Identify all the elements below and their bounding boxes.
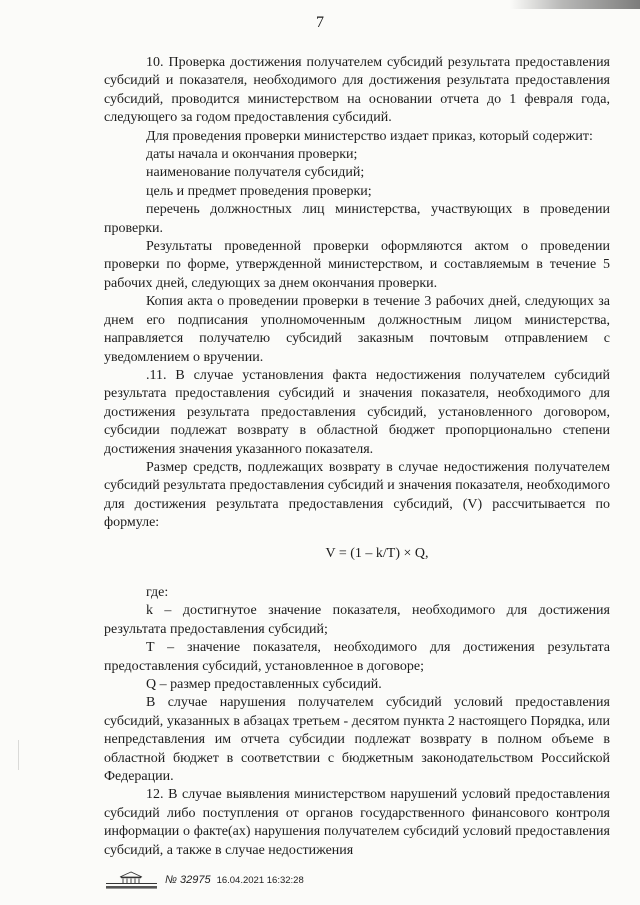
page-number: 7: [316, 14, 324, 31]
paragraph: Копия акта о проведении проверки в течение 3 рабочих дней, следующих за днем его подписания уполномоченным должностным лицом министерства, направляется получателю субсидий заказным почтовым отправлением с уведомлением о вручении.: [104, 294, 610, 365]
paragraph: 12. В случае выявления министерством нарушений условий предоставления субсидий либо поступления от органов государственного финансового контроля информации о факте(ах) нарушения получателем субсидий условий предоставления субсидий, а также в случае недостижения: [104, 787, 610, 858]
definition: Q – размер предоставленных субсидий.: [146, 677, 382, 692]
document-body: [104, 54, 610, 860]
definition: k – достигнутое значение показателя, необходимого для достижения результата предоставления субсидий;: [104, 603, 610, 637]
timestamp: 16.04.2021 16:32:28: [216, 874, 304, 886]
paragraph: 10. Проверка достижения получателем субсидий результата предоставления субсидий и показателя, необходимого для достижения результата предоставления субсидий, проводится министерством на основании отчета до 1 февраля года, следующего за годом предоставления субсидий.: [104, 55, 610, 126]
government-building-icon: [104, 871, 159, 889]
list-item: наименование получателя субсидий;: [146, 165, 365, 181]
definition: T – значение показателя, необходимого для достижения результата предоставления субсидий, установленное в договоре;: [104, 640, 610, 674]
list-item: перечень должностных лиц министерства, участвующих в проведении проверки.: [104, 202, 610, 236]
paragraph: Результаты проведенной проверки оформляются актом о проведении проверки по форме, утвержденной министерством, и составляемым в течение 5 рабочих дней, следующих за днем окончания проверки.: [104, 239, 610, 291]
paragraph: Размер средств, подлежащих возврату в случае недостижения получателем субсидий результата предоставления субсидий и значения показателя, необходимого для достижения результата предоставления субсидий, (V) рассчитывается по формуле:: [104, 459, 610, 531]
document-number: № 32975: [165, 874, 211, 886]
formula: V = (1 – k/T) × Q,: [325, 545, 429, 561]
scan-artifact: [510, 0, 640, 9]
document-footer: [104, 870, 304, 890]
list-item: цель и предмет проведения проверки;: [146, 183, 372, 199]
paragraph: где:: [146, 584, 169, 600]
scan-margin-mark: [18, 740, 19, 770]
paragraph: Для проведения проверки министерство издает приказ, который содержит:: [146, 128, 593, 144]
paragraph: В случае нарушения получателем субсидий условий предоставления субсидий, указанных в абзацах третьем - десятом пункта 2 настоящего Порядка, или непредставления им отчета субсидии подлежат возврату в полном объеме в областной бюджет в соответствии с бюджетным законодательством Российской Федерации.: [104, 695, 610, 785]
paragraph: .11. В случае установления факта недостижения получателем субсидий результата предоставления субсидий и значения показателя, необходимого для достижения результата предоставления субсидий, установленного договором, субсидии подлежат возврату в областной бюджет пропорционально степени достижения значения указанного показателя.: [104, 367, 610, 457]
list-item: даты начала и окончания проверки;: [146, 147, 358, 163]
